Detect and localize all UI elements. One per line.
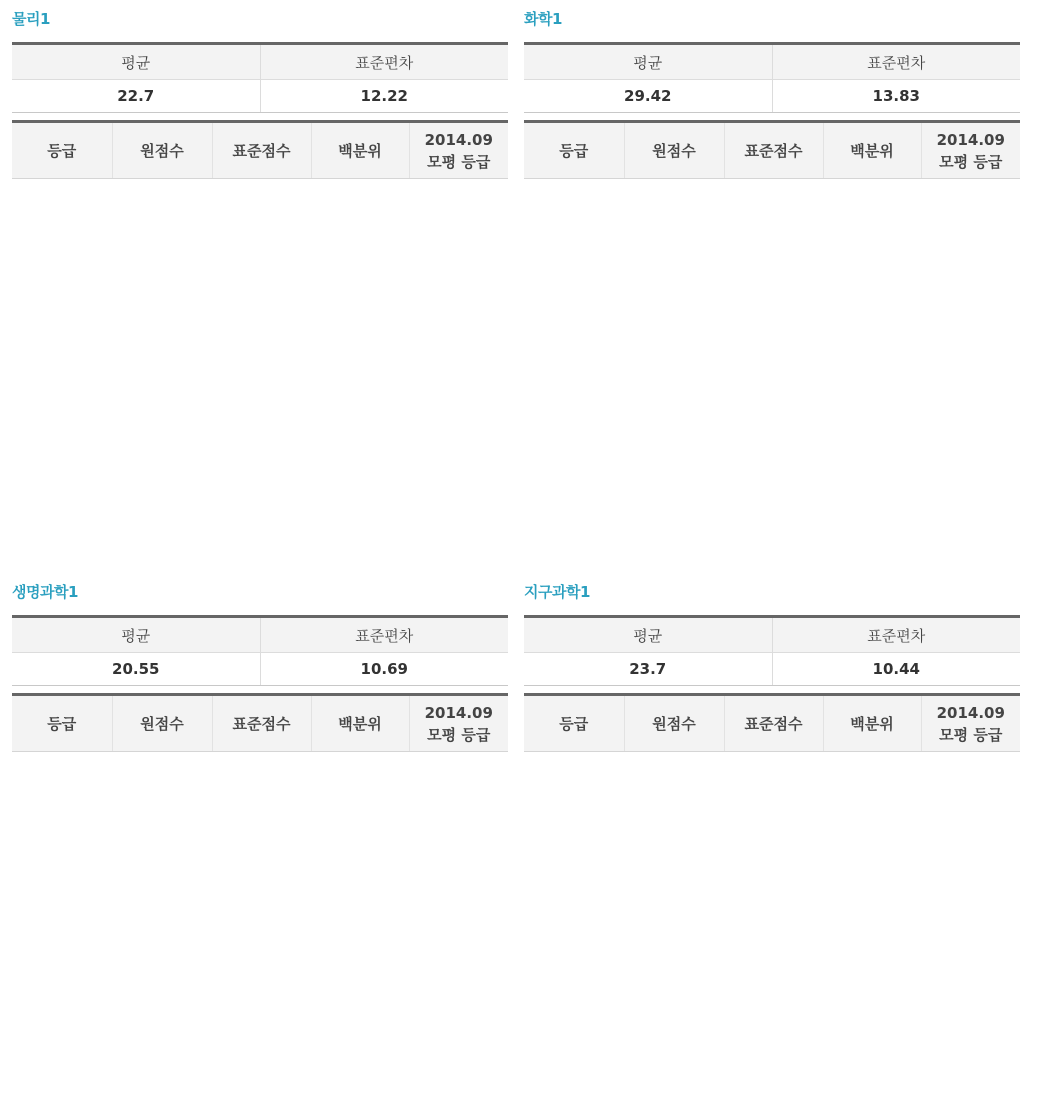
avg-value: 20.55 (12, 653, 260, 686)
summary-table (524, 615, 1020, 686)
summary-header-row (12, 44, 508, 80)
grade-header: 등급 (524, 122, 624, 179)
summary-header-row (524, 617, 1020, 653)
mock-header-line1: 2014.09 (424, 703, 493, 722)
std-value: 12.22 (260, 80, 508, 113)
grade-header: 등급 (524, 695, 624, 752)
standard-header: 표준점수 (724, 122, 823, 179)
mock-header (921, 122, 1020, 179)
avg-header: 평균 (12, 44, 260, 80)
summary-table (12, 42, 508, 113)
percentile-header: 백분위 (823, 122, 921, 179)
summary-value-row (12, 80, 508, 113)
raw-header: 원점수 (624, 695, 724, 752)
std-header: 표준편차 (772, 44, 1020, 80)
summary-table (524, 42, 1020, 113)
grade-header-row (524, 122, 1020, 179)
panel-title: 물리1 (12, 10, 50, 28)
avg-value: 23.7 (524, 653, 772, 686)
mock-header-line2: 모평 등급 (939, 725, 1003, 744)
subject-panel (524, 8, 1020, 179)
summary-header-row (524, 44, 1020, 80)
standard-header: 표준점수 (212, 695, 311, 752)
summary-value-row (12, 653, 508, 686)
grade-table (524, 693, 1020, 752)
grade-header-row (12, 122, 508, 179)
mock-header (409, 695, 508, 752)
subject-panel (12, 8, 508, 179)
avg-header: 평균 (524, 44, 772, 80)
mock-header-line1: 2014.09 (424, 130, 493, 149)
panel-title: 화학1 (524, 10, 562, 28)
raw-header: 원점수 (624, 122, 724, 179)
raw-header: 원점수 (112, 695, 212, 752)
avg-value: 29.42 (524, 80, 772, 113)
panel-title: 지구과학1 (524, 583, 590, 601)
raw-header: 원점수 (112, 122, 212, 179)
std-header: 표준편차 (772, 617, 1020, 653)
mock-header-line2: 모평 등급 (427, 725, 491, 744)
mock-header (921, 695, 1020, 752)
avg-header: 평균 (12, 617, 260, 653)
panel-title: 생명과학1 (12, 583, 78, 601)
summary-value-row (524, 653, 1020, 686)
std-value: 10.44 (772, 653, 1020, 686)
mock-header-line1: 2014.09 (936, 703, 1005, 722)
percentile-header: 백분위 (823, 695, 921, 752)
std-header: 표준편차 (260, 44, 508, 80)
summary-header-row (12, 617, 508, 653)
std-header: 표준편차 (260, 617, 508, 653)
subject-panel (12, 581, 508, 752)
percentile-header: 백분위 (311, 695, 409, 752)
grade-table (12, 693, 508, 752)
grade-header-row (12, 695, 508, 752)
grade-table (12, 120, 508, 179)
percentile-header: 백분위 (311, 122, 409, 179)
grade-table (524, 120, 1020, 179)
mock-header-line2: 모평 등급 (427, 152, 491, 171)
grade-header-row (524, 695, 1020, 752)
mock-header-line1: 2014.09 (936, 130, 1005, 149)
avg-header: 평균 (524, 617, 772, 653)
summary-table (12, 615, 508, 686)
avg-value: 22.7 (12, 80, 260, 113)
std-value: 10.69 (260, 653, 508, 686)
mock-header-line2: 모평 등급 (939, 152, 1003, 171)
subject-panel (524, 581, 1020, 752)
std-value: 13.83 (772, 80, 1020, 113)
grade-header: 등급 (12, 122, 112, 179)
summary-value-row (524, 80, 1020, 113)
standard-header: 표준점수 (212, 122, 311, 179)
standard-header: 표준점수 (724, 695, 823, 752)
mock-header (409, 122, 508, 179)
grade-header: 등급 (12, 695, 112, 752)
